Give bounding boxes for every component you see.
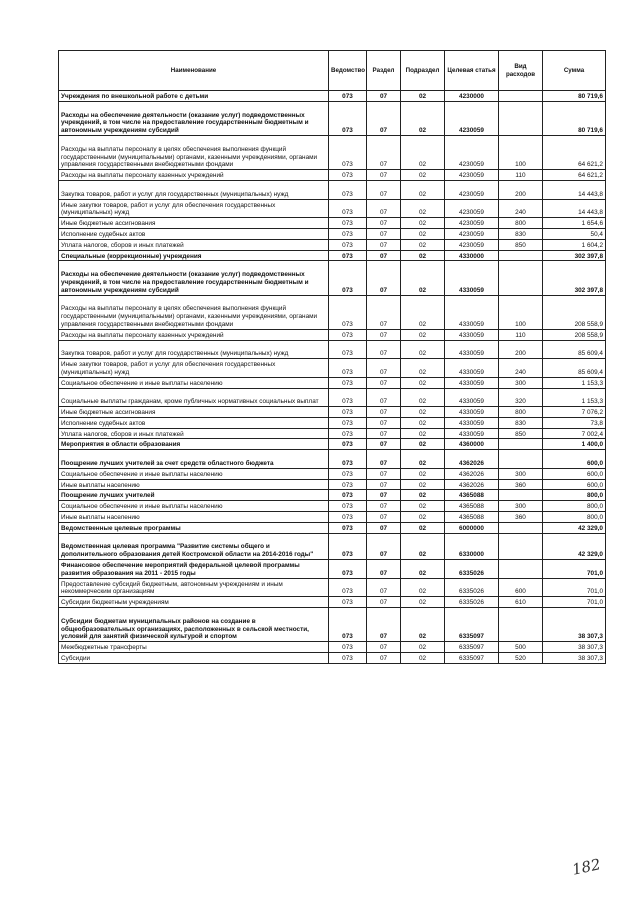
cell-name: Поощрение лучших учителей за счет средств областного бюджета	[59, 450, 329, 469]
table-row	[59, 340, 606, 359]
cell-ved: 073	[329, 479, 367, 490]
cell-ved: 073	[329, 250, 367, 261]
cell-podr: 02	[401, 468, 445, 479]
cell-ved: 073	[329, 101, 367, 135]
table-row	[59, 512, 606, 523]
cell-sum: 208 558,9	[543, 329, 606, 340]
budget-document	[58, 50, 605, 664]
cell-vid	[499, 261, 543, 295]
cell-name: Исполнение судебных актов	[59, 417, 329, 428]
cell-razd: 07	[367, 199, 401, 218]
cell-sum: 38 307,3	[543, 608, 606, 642]
cell-ved: 073	[329, 642, 367, 653]
cell-ved: 073	[329, 578, 367, 597]
cell-vid: 830	[499, 228, 543, 239]
cell-name: Субсидии бюджетам муниципальных районов на создание в общеобразовательных организациях, расположенных в сельской местности, условий для занятий физической культурой и спортом	[59, 608, 329, 642]
table-row	[59, 91, 606, 102]
cell-name: Иные закупки товаров, работ и услуг для обеспечения государственных (муниципальных) нужд	[59, 199, 329, 218]
cell-name: Иные бюджетные ассигнования	[59, 407, 329, 418]
cell-cel: 4330059	[445, 428, 499, 439]
cell-razd: 07	[367, 522, 401, 533]
cell-ved: 073	[329, 170, 367, 181]
cell-ved: 073	[329, 512, 367, 523]
cell-sum: 42 329,0	[543, 522, 606, 533]
cell-name: Расходы на выплаты персоналу в целях обеспечения выполнения функций государственными (муниципальными) органами, казенными учреждениями, органами управления государственными внебюджетными фондами	[59, 135, 329, 169]
cell-vid: 110	[499, 170, 543, 181]
cell-name: Поощрение лучших учителей	[59, 490, 329, 501]
cell-cel: 6000000	[445, 522, 499, 533]
cell-cel: 4230059	[445, 239, 499, 250]
cell-ved: 073	[329, 407, 367, 418]
cell-podr: 02	[401, 340, 445, 359]
cell-sum: 1 604,2	[543, 239, 606, 250]
cell-razd: 07	[367, 329, 401, 340]
cell-vid	[499, 490, 543, 501]
table-row	[59, 428, 606, 439]
cell-podr: 02	[401, 522, 445, 533]
cell-sum: 701,0	[543, 597, 606, 608]
cell-vid	[499, 450, 543, 469]
cell-podr: 02	[401, 199, 445, 218]
cell-cel: 6335097	[445, 608, 499, 642]
cell-podr: 02	[401, 228, 445, 239]
header-vid: Вид расходов	[499, 51, 543, 91]
cell-razd: 07	[367, 417, 401, 428]
table-row	[59, 199, 606, 218]
cell-vid	[499, 522, 543, 533]
cell-cel: 4230059	[445, 101, 499, 135]
cell-podr: 02	[401, 653, 445, 664]
cell-sum: 600,0	[543, 479, 606, 490]
cell-name: Иные бюджетные ассигнования	[59, 218, 329, 229]
cell-cel: 6335026	[445, 597, 499, 608]
cell-razd: 07	[367, 359, 401, 378]
cell-podr: 02	[401, 295, 445, 329]
table-row	[59, 228, 606, 239]
cell-razd: 07	[367, 377, 401, 388]
table-row	[59, 261, 606, 295]
cell-cel: 4330000	[445, 250, 499, 261]
cell-vid: 850	[499, 428, 543, 439]
header-sum: Сумма	[543, 51, 606, 91]
cell-ved: 073	[329, 597, 367, 608]
table-row	[59, 479, 606, 490]
cell-cel: 4230000	[445, 91, 499, 102]
cell-razd: 07	[367, 512, 401, 523]
cell-vid: 300	[499, 377, 543, 388]
cell-cel: 4230059	[445, 199, 499, 218]
cell-vid: 850	[499, 239, 543, 250]
table-row	[59, 439, 606, 450]
cell-cel: 4330059	[445, 329, 499, 340]
header-cel: Целевая статья	[445, 51, 499, 91]
cell-cel: 4365088	[445, 490, 499, 501]
table-row	[59, 377, 606, 388]
cell-razd: 07	[367, 228, 401, 239]
cell-ved: 073	[329, 329, 367, 340]
cell-ved: 073	[329, 501, 367, 512]
cell-name: Субсидии бюджетным учреждениям	[59, 597, 329, 608]
cell-sum: 800,0	[543, 501, 606, 512]
header-razd: Раздел	[367, 51, 401, 91]
cell-name: Ведомственные целевые программы	[59, 522, 329, 533]
cell-podr: 02	[401, 359, 445, 378]
cell-sum: 1 654,6	[543, 218, 606, 229]
cell-cel: 4230059	[445, 180, 499, 199]
cell-podr: 02	[401, 439, 445, 450]
cell-sum: 208 558,9	[543, 295, 606, 329]
table-body	[59, 91, 606, 664]
table-row	[59, 608, 606, 642]
cell-name: Социальные выплаты гражданам, кроме публичных нормативных социальных выплат	[59, 388, 329, 407]
cell-name: Ведомственная целевая программа "Развитие системы общего и дополнительного образования детей Костромской области на 2014-2016 годы"	[59, 533, 329, 559]
cell-ved: 073	[329, 91, 367, 102]
cell-podr: 02	[401, 180, 445, 199]
cell-cel: 4365088	[445, 501, 499, 512]
cell-sum: 701,0	[543, 560, 606, 579]
cell-podr: 02	[401, 501, 445, 512]
cell-sum: 38 307,3	[543, 642, 606, 653]
cell-razd: 07	[367, 101, 401, 135]
cell-ved: 073	[329, 228, 367, 239]
cell-ved: 073	[329, 295, 367, 329]
cell-cel: 6335097	[445, 653, 499, 664]
cell-razd: 07	[367, 218, 401, 229]
table-row	[59, 218, 606, 229]
cell-razd: 07	[367, 578, 401, 597]
cell-razd: 07	[367, 479, 401, 490]
cell-razd: 07	[367, 490, 401, 501]
cell-razd: 07	[367, 428, 401, 439]
cell-ved: 073	[329, 199, 367, 218]
cell-sum: 80 719,6	[543, 101, 606, 135]
page-number: 182	[570, 855, 603, 879]
cell-vid: 240	[499, 199, 543, 218]
cell-sum: 600,0	[543, 450, 606, 469]
cell-ved: 073	[329, 180, 367, 199]
cell-name: Предоставление субсидий бюджетным, автономным учреждениям и иным некоммерческим организациям	[59, 578, 329, 597]
cell-razd: 07	[367, 560, 401, 579]
cell-vid: 800	[499, 218, 543, 229]
cell-ved: 073	[329, 261, 367, 295]
table-row	[59, 417, 606, 428]
cell-vid: 200	[499, 340, 543, 359]
cell-name: Иные закупки товаров, работ и услуг для обеспечения государственных (муниципальных) нужд	[59, 359, 329, 378]
cell-vid	[499, 533, 543, 559]
cell-vid	[499, 608, 543, 642]
cell-vid: 610	[499, 597, 543, 608]
cell-name: Учреждения по внешкольной работе с детьми	[59, 91, 329, 102]
cell-name: Социальное обеспечение и иные выплаты населению	[59, 468, 329, 479]
cell-sum: 1 400,0	[543, 439, 606, 450]
cell-cel: 4362026	[445, 450, 499, 469]
cell-cel: 4330059	[445, 261, 499, 295]
cell-razd: 07	[367, 533, 401, 559]
cell-podr: 02	[401, 428, 445, 439]
cell-name: Финансовое обеспечение мероприятий федеральной целевой программы развития образования на 2011 - 2015 годы	[59, 560, 329, 579]
cell-razd: 07	[367, 295, 401, 329]
cell-cel: 4330059	[445, 417, 499, 428]
cell-cel: 4230059	[445, 135, 499, 169]
cell-cel: 4365088	[445, 512, 499, 523]
cell-podr: 02	[401, 261, 445, 295]
table-row	[59, 501, 606, 512]
cell-name: Исполнение судебных актов	[59, 228, 329, 239]
cell-ved: 073	[329, 388, 367, 407]
cell-cel: 4330059	[445, 359, 499, 378]
cell-sum: 302 397,8	[543, 250, 606, 261]
cell-podr: 02	[401, 512, 445, 523]
cell-razd: 07	[367, 407, 401, 418]
cell-vid: 300	[499, 468, 543, 479]
cell-vid: 360	[499, 479, 543, 490]
cell-vid: 520	[499, 653, 543, 664]
cell-name: Уплата налогов, сборов и иных платежей	[59, 428, 329, 439]
cell-sum: 302 397,8	[543, 261, 606, 295]
cell-cel: 4230059	[445, 218, 499, 229]
cell-name: Субсидии	[59, 653, 329, 664]
cell-ved: 073	[329, 560, 367, 579]
table-row	[59, 533, 606, 559]
cell-sum: 7 002,4	[543, 428, 606, 439]
cell-razd: 07	[367, 239, 401, 250]
cell-podr: 02	[401, 101, 445, 135]
table-row	[59, 468, 606, 479]
cell-cel: 4330059	[445, 340, 499, 359]
cell-vid: 360	[499, 512, 543, 523]
cell-cel: 4362026	[445, 468, 499, 479]
table-row	[59, 180, 606, 199]
cell-cel: 4360000	[445, 439, 499, 450]
cell-sum: 800,0	[543, 490, 606, 501]
cell-cel: 6330000	[445, 533, 499, 559]
cell-sum: 1 153,3	[543, 377, 606, 388]
cell-name: Расходы на выплаты персоналу казенных учреждений	[59, 329, 329, 340]
cell-cel: 4330059	[445, 295, 499, 329]
cell-name: Мероприятия в области образования	[59, 439, 329, 450]
cell-podr: 02	[401, 533, 445, 559]
cell-podr: 02	[401, 135, 445, 169]
table-row	[59, 295, 606, 329]
cell-name: Расходы на обеспечение деятельности (оказание услуг) подведомственных учреждений, в том числе на предоставление государственным бюджетным и автономным учреждениям субсидий	[59, 261, 329, 295]
cell-razd: 07	[367, 180, 401, 199]
table-row	[59, 653, 606, 664]
header-name: Наименование	[59, 51, 329, 91]
table-row	[59, 101, 606, 135]
table-row	[59, 490, 606, 501]
cell-podr: 02	[401, 329, 445, 340]
cell-razd: 07	[367, 135, 401, 169]
cell-vid	[499, 91, 543, 102]
cell-cel: 6335097	[445, 642, 499, 653]
cell-ved: 073	[329, 135, 367, 169]
cell-cel: 6335026	[445, 560, 499, 579]
cell-sum: 38 307,3	[543, 653, 606, 664]
cell-razd: 07	[367, 597, 401, 608]
cell-sum: 42 329,0	[543, 533, 606, 559]
cell-podr: 02	[401, 218, 445, 229]
table-row	[59, 522, 606, 533]
cell-razd: 07	[367, 653, 401, 664]
cell-podr: 02	[401, 407, 445, 418]
cell-razd: 07	[367, 340, 401, 359]
cell-podr: 02	[401, 642, 445, 653]
cell-vid: 110	[499, 329, 543, 340]
cell-podr: 02	[401, 377, 445, 388]
cell-ved: 073	[329, 533, 367, 559]
cell-name: Социальное обеспечение и иные выплаты населению	[59, 377, 329, 388]
cell-vid: 200	[499, 180, 543, 199]
cell-name: Расходы на выплаты персоналу казенных учреждений	[59, 170, 329, 181]
cell-podr: 02	[401, 479, 445, 490]
cell-podr: 02	[401, 250, 445, 261]
cell-podr: 02	[401, 597, 445, 608]
table-row	[59, 239, 606, 250]
cell-name: Иные выплаты населению	[59, 479, 329, 490]
cell-podr: 02	[401, 450, 445, 469]
cell-podr: 02	[401, 388, 445, 407]
cell-podr: 02	[401, 170, 445, 181]
cell-razd: 07	[367, 608, 401, 642]
cell-name: Закупка товаров, работ и услуг для государственных (муниципальных) нужд	[59, 340, 329, 359]
cell-cel: 4362026	[445, 479, 499, 490]
cell-cel: 4330059	[445, 388, 499, 407]
cell-cel: 4230059	[445, 228, 499, 239]
header-podr: Подраздел	[401, 51, 445, 91]
cell-vid: 100	[499, 295, 543, 329]
table-header-row	[59, 51, 606, 91]
table-row	[59, 578, 606, 597]
table-row	[59, 407, 606, 418]
cell-sum: 50,4	[543, 228, 606, 239]
cell-sum: 14 443,8	[543, 180, 606, 199]
table-row	[59, 135, 606, 169]
table-row	[59, 388, 606, 407]
cell-ved: 073	[329, 522, 367, 533]
cell-sum: 800,0	[543, 512, 606, 523]
cell-podr: 02	[401, 560, 445, 579]
table-row	[59, 450, 606, 469]
cell-razd: 07	[367, 450, 401, 469]
cell-ved: 073	[329, 417, 367, 428]
cell-vid: 300	[499, 501, 543, 512]
cell-vid: 500	[499, 642, 543, 653]
cell-podr: 02	[401, 578, 445, 597]
cell-ved: 073	[329, 359, 367, 378]
cell-vid: 320	[499, 388, 543, 407]
cell-podr: 02	[401, 91, 445, 102]
cell-ved: 073	[329, 468, 367, 479]
cell-ved: 073	[329, 490, 367, 501]
cell-vid: 830	[499, 417, 543, 428]
cell-razd: 07	[367, 261, 401, 295]
cell-sum: 14 443,8	[543, 199, 606, 218]
cell-vid	[499, 560, 543, 579]
cell-sum: 1 153,3	[543, 388, 606, 407]
cell-razd: 07	[367, 91, 401, 102]
cell-razd: 07	[367, 642, 401, 653]
cell-cel: 4230059	[445, 170, 499, 181]
cell-cel: 4330059	[445, 377, 499, 388]
cell-vid: 600	[499, 578, 543, 597]
cell-ved: 073	[329, 377, 367, 388]
cell-sum: 85 609,4	[543, 340, 606, 359]
cell-razd: 07	[367, 468, 401, 479]
cell-name: Уплата налогов, сборов и иных платежей	[59, 239, 329, 250]
cell-ved: 073	[329, 439, 367, 450]
table-row	[59, 642, 606, 653]
cell-ved: 073	[329, 653, 367, 664]
cell-razd: 07	[367, 170, 401, 181]
cell-sum: 85 609,4	[543, 359, 606, 378]
cell-sum: 600,0	[543, 468, 606, 479]
cell-name: Расходы на обеспечение деятельности (оказание услуг) подведомственных учреждений, в том числе на предоставление государственным бюджетным и автономным учреждениям субсидий	[59, 101, 329, 135]
cell-cel: 4330059	[445, 407, 499, 418]
cell-ved: 073	[329, 450, 367, 469]
table-row	[59, 359, 606, 378]
cell-vid	[499, 250, 543, 261]
cell-razd: 07	[367, 388, 401, 407]
cell-sum: 73,8	[543, 417, 606, 428]
cell-sum: 80 719,6	[543, 91, 606, 102]
cell-ved: 073	[329, 608, 367, 642]
cell-vid	[499, 101, 543, 135]
cell-sum: 701,0	[543, 578, 606, 597]
cell-ved: 073	[329, 428, 367, 439]
cell-podr: 02	[401, 490, 445, 501]
table-row	[59, 250, 606, 261]
cell-cel: 6335026	[445, 578, 499, 597]
cell-name: Иные выплаты населению	[59, 512, 329, 523]
table-row	[59, 170, 606, 181]
cell-vid: 100	[499, 135, 543, 169]
cell-name: Закупка товаров, работ и услуг для государственных (муниципальных) нужд	[59, 180, 329, 199]
table-row	[59, 560, 606, 579]
cell-name: Расходы на выплаты персоналу в целях обеспечения выполнения функций государственными (муниципальными) органами, казенными учреждениями, органами управления государственными внебюджетными фондами	[59, 295, 329, 329]
cell-razd: 07	[367, 501, 401, 512]
cell-podr: 02	[401, 417, 445, 428]
cell-ved: 073	[329, 239, 367, 250]
cell-sum: 64 621,2	[543, 170, 606, 181]
cell-sum: 64 621,2	[543, 135, 606, 169]
header-ved: Ведомство	[329, 51, 367, 91]
table-row	[59, 329, 606, 340]
cell-podr: 02	[401, 608, 445, 642]
table-row	[59, 597, 606, 608]
cell-razd: 07	[367, 250, 401, 261]
cell-razd: 07	[367, 439, 401, 450]
cell-name: Социальное обеспечение и иные выплаты населению	[59, 501, 329, 512]
cell-sum: 7 076,2	[543, 407, 606, 418]
cell-vid: 800	[499, 407, 543, 418]
cell-ved: 073	[329, 218, 367, 229]
cell-vid	[499, 439, 543, 450]
budget-table	[58, 50, 606, 664]
cell-name: Межбюджетные трансферты	[59, 642, 329, 653]
cell-ved: 073	[329, 340, 367, 359]
cell-podr: 02	[401, 239, 445, 250]
cell-name: Специальные (коррекционные) учреждения	[59, 250, 329, 261]
cell-vid: 240	[499, 359, 543, 378]
